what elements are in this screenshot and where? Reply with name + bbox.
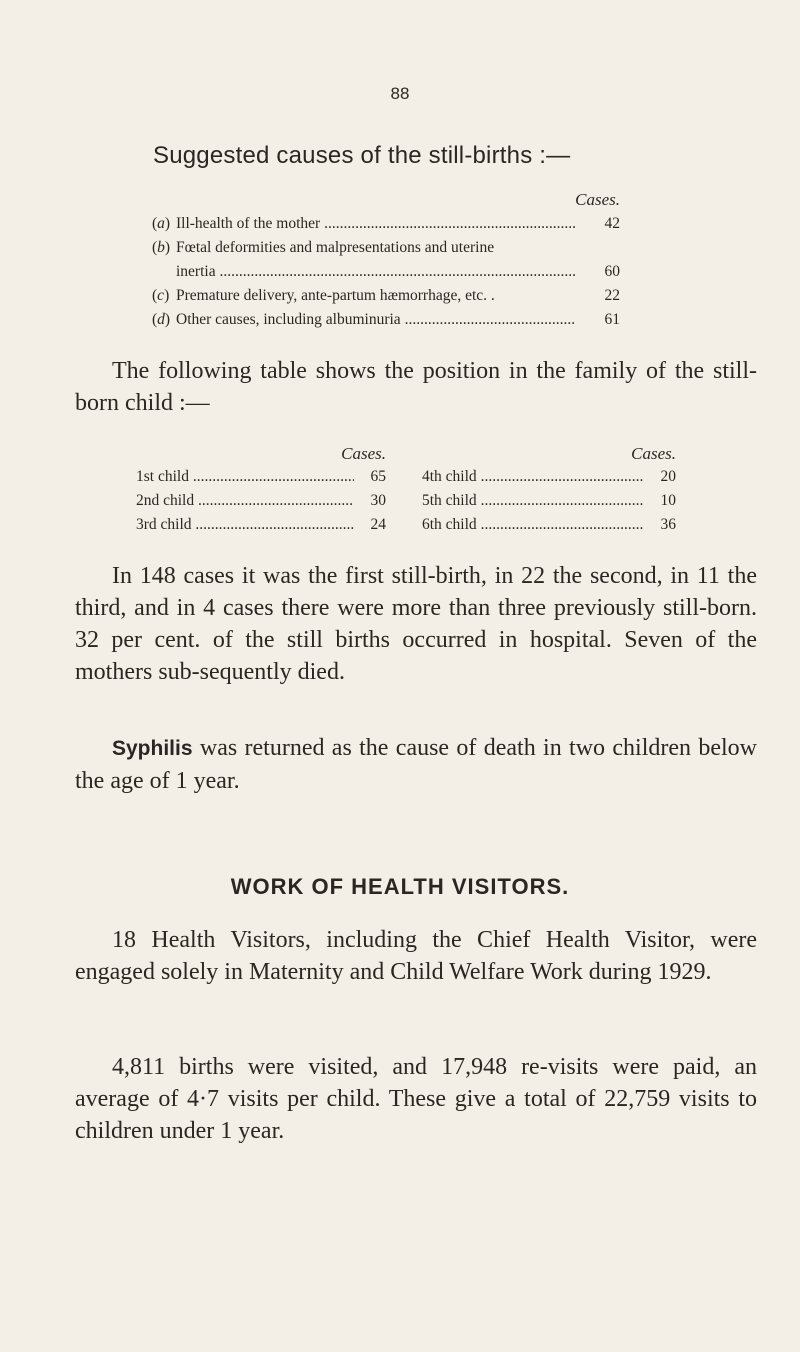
position-row <box>422 465 676 489</box>
cause-row-b-continuation <box>152 260 620 284</box>
position-label: 2nd child <box>136 492 195 509</box>
position-row <box>422 513 676 537</box>
page-number: 88 <box>390 84 410 103</box>
still-birth-history-paragraph: In 148 cases it was the first still-birth, in 22 the second, in 11 the third, and in 4 cases there were more than three previously still-born. 32 per cent. of the still births occurred in hospital. Seven of the mothers sub-sequently died. <box>75 563 757 685</box>
syphilis-lead: Syphilis <box>112 737 193 760</box>
position-label: 3rd child <box>136 516 192 533</box>
position-label: 6th child <box>422 516 477 533</box>
cause-text: Fœtal deformities and malpresentations and uterine <box>176 239 495 256</box>
position-value: 20 <box>660 468 676 485</box>
cause-value: 22 <box>604 287 620 304</box>
position-value: 10 <box>660 492 676 509</box>
position-value: 65 <box>370 468 386 485</box>
syphilis-rest: was returned as the cause of death in two children below the age of 1 year. <box>75 735 757 794</box>
position-column-left <box>136 443 386 537</box>
still-birth-causes-table <box>152 190 620 332</box>
cause-row-d: (d) Other causes, including albuminuria ..... 61 <box>152 308 620 332</box>
position-value: 30 <box>370 492 386 509</box>
causes-column-header: Cases. <box>575 190 620 209</box>
cause-text: Premature delivery, ante-partum hæmorrhage, etc. . <box>176 287 495 304</box>
cause-text: Ill-health of the mother <box>176 215 321 232</box>
position-row <box>136 513 386 537</box>
position-column-right <box>422 443 676 537</box>
cause-label: d <box>157 311 165 328</box>
health-visitors-paragraph-1: 18 Health Visitors, including the Chief Health Visitor, were engaged solely in Maternity and Child Welfare Work during 1929. <box>75 927 757 985</box>
cause-value: 61 <box>604 311 620 328</box>
position-label: 4th child <box>422 468 477 485</box>
cause-row-c: (c) Premature delivery, ante-partum hæmorrhage, etc. . 22 <box>152 284 620 308</box>
position-column-header: Cases. <box>631 444 676 463</box>
cause-label: a <box>157 215 165 232</box>
position-row <box>136 489 386 513</box>
position-label: 1st child <box>136 468 189 485</box>
position-value: 24 <box>370 516 386 533</box>
still-births-heading: Suggested causes of the still-births :— <box>153 142 571 169</box>
position-intro-paragraph: The following table shows the position in the family of the still-born child :— <box>75 358 757 416</box>
cause-value: 60 <box>604 263 620 280</box>
position-row <box>422 489 676 513</box>
position-column-header: Cases. <box>341 444 386 463</box>
family-position-table <box>136 443 676 537</box>
cause-label: b <box>157 239 165 256</box>
position-label: 5th child <box>422 492 477 509</box>
health-visitors-heading: WORK OF HEALTH VISITORS. <box>230 874 570 899</box>
position-row <box>136 465 386 489</box>
cause-label: c <box>157 287 165 304</box>
cause-row-a: (a) Ill-health of the mother ..... 42 <box>152 212 620 236</box>
syphilis-paragraph <box>75 732 757 797</box>
cause-text-continuation: inertia <box>176 263 216 280</box>
cause-row-b: (b) Fœtal deformities and malpresentations and uterine <box>152 236 620 260</box>
cause-text: Other causes, including albuminuria <box>176 311 401 328</box>
cause-value: 42 <box>604 215 620 232</box>
position-value: 36 <box>660 516 676 533</box>
health-visitors-paragraph-2: 4,811 births were visited, and 17,948 re-visits were paid, an average of 4·7 visits per child. These give a total of 22,759 visits to children under 1 year. <box>75 1054 757 1144</box>
